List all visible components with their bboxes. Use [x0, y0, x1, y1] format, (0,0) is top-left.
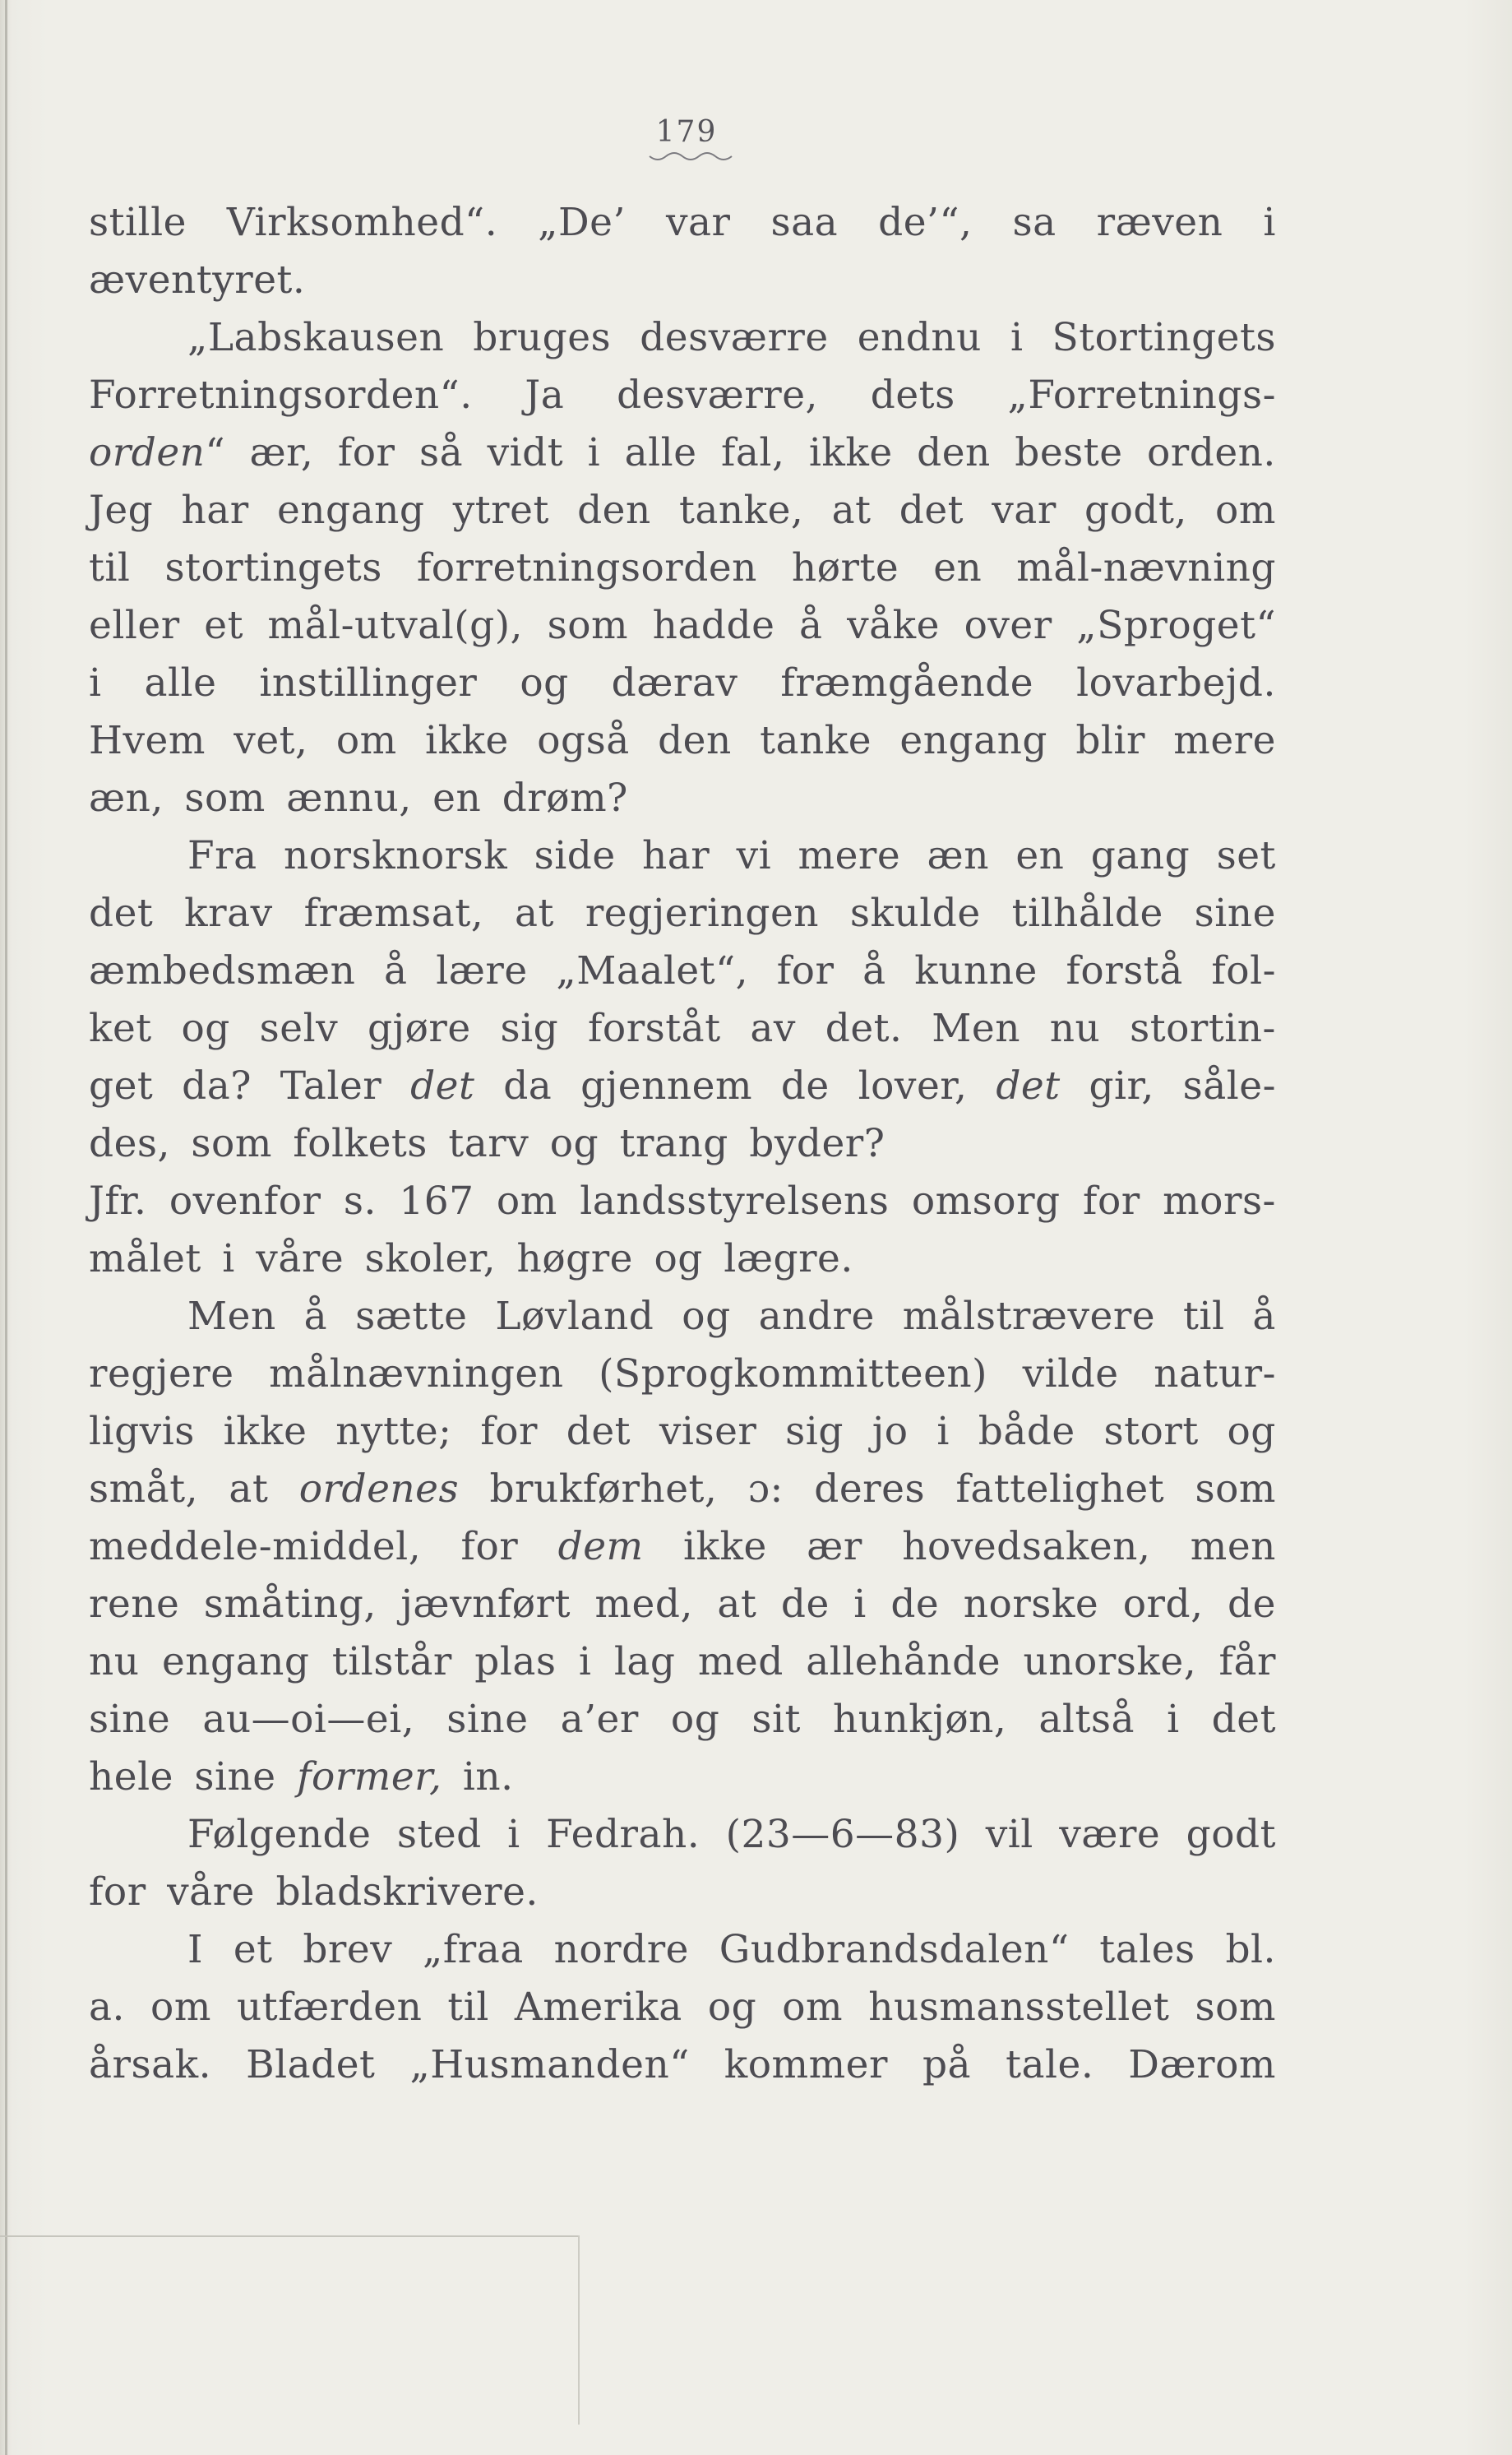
text-line: regjere målnævningen (Sprogkommitteen) vilde natur- [89, 1351, 1276, 1397]
text-line: Men å sætte Løvland og andre målstrævere til å [187, 1294, 1276, 1339]
text-line: hele sine former, in. [89, 1754, 514, 1800]
text-line: rene småting, jævnført med, at de i de norske ord, de [89, 1582, 1276, 1627]
text-line: I et brev „fraa nordre Gudbrandsdalen“ tales bl. [187, 1927, 1276, 1972]
text-line: Følgende sted i Fedrah. (23—6—83) vil være godt [187, 1812, 1276, 1857]
text-line: æn, som ænnu, en drøm? [89, 776, 628, 821]
text-line: målet i våre skoler, høgre og lægre. [89, 1236, 853, 1281]
text-line: for våre bladskrivere. [89, 1869, 539, 1915]
text-line: æmbedsmæn å lære „Maalet“, for å kunne forstå fol- [89, 948, 1276, 994]
text-line: stille Virksomhed“. „De’ var saa de’“, sa ræven i [89, 200, 1276, 245]
text-line: småt, at ordenes brukførhet, ɔ: deres fattelighet som [89, 1466, 1276, 1512]
text-line: ket og selv gjøre sig forståt av det. Men nu stortin- [89, 1006, 1276, 1051]
text-line: get da? Taler det da gjennem de lover, det gir, såle- [89, 1063, 1276, 1109]
text-line: „Labskausen bruges desværre endnu i Stortingets [187, 315, 1276, 360]
text-line: årsak. Bladet „Husmanden“ kommer på tale. Dærom [89, 2042, 1276, 2087]
body-text [89, 194, 1276, 2094]
text-line: eller et mål-utval(g), som hadde å våke over „Sproget“ [89, 603, 1276, 648]
text-line: Fra norsknorsk side har vi mere æn en gang set [187, 833, 1276, 878]
text-line: Hvem vet, om ikke også den tanke engang blir mere [89, 718, 1276, 763]
bottom-rule-vertical [578, 2235, 580, 2425]
text-line: a. om utfærden til Amerika og om husmansstellet som [89, 1985, 1276, 2030]
text-line: orden“ ær, for så vidt i alle fal, ikke den beste orden. [89, 430, 1276, 475]
text-line: æventyret. [89, 257, 306, 303]
text-line: Jfr. ovenfor s. 167 om landsstyrelsens omsorg for mors- [89, 1179, 1276, 1224]
text-line: meddele-middel, for dem ikke ær hovedsaken, men [89, 1524, 1276, 1569]
binding-edge [5, 0, 7, 2455]
bottom-rule [0, 2235, 580, 2237]
text-line: i alle instillinger og dærav fræmgående lovarbejd. [89, 660, 1276, 706]
page-number: 179 [655, 115, 718, 149]
text-line: ligvis ikke nytte; for det viser sig jo i både stort og [89, 1409, 1276, 1454]
text-line: Jeg har engang ytret den tanke, at det var godt, om [89, 488, 1276, 533]
text-line: sine au—oi—ei, sine a’er og sit hunkjøn, altså i det [89, 1697, 1276, 1742]
text-line: Forretningsorden“. Ja desværre, dets „Forretnings- [89, 373, 1276, 418]
text-line: nu engang tilstår plas i lag med allehånde unorske, får [89, 1639, 1276, 1684]
page-number-flourish [645, 150, 736, 166]
text-line: det krav fræmsat, at regjeringen skulde tilhålde sine [89, 891, 1276, 936]
text-line: til stortingets forretningsorden hørte en mål-nævning [89, 545, 1276, 591]
text-line: des, som folkets tarv og trang byder? [89, 1121, 885, 1166]
